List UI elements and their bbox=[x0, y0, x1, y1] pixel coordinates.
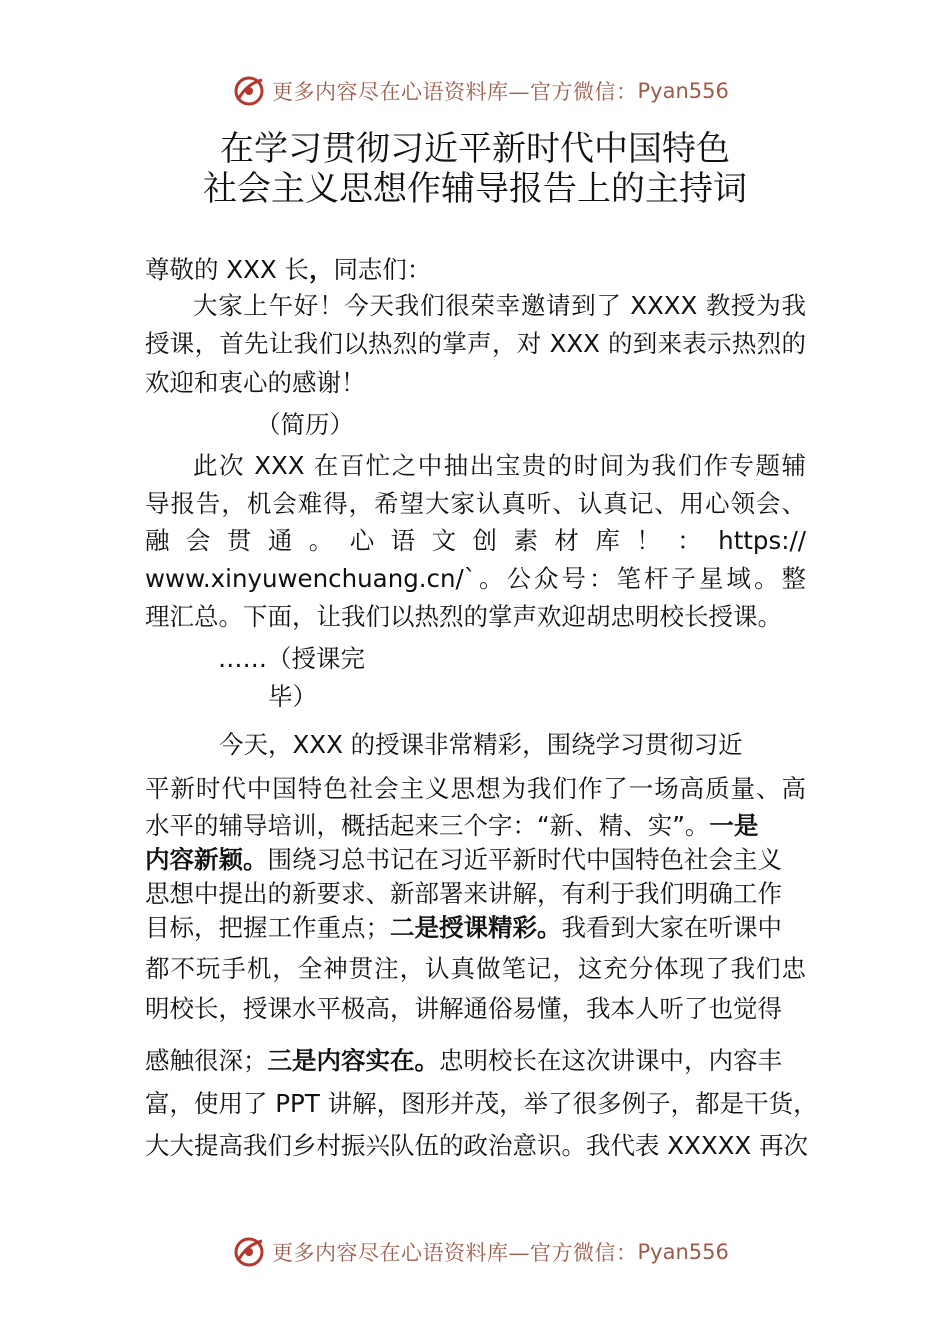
header-banner bbox=[232, 72, 752, 110]
paragraph-1-line-1: 大家上午好！今天我们很荣幸邀请到了 XXXX 教授为我 bbox=[193, 291, 806, 320]
document-title-line-2: 社会主义思想作辅导报告上的主持词 bbox=[203, 169, 747, 209]
paragraph-3-line-8: 明校长，授课水平极高，讲解通俗易懂，我本人听了也觉得 bbox=[145, 994, 782, 1023]
paragraph-2-line-2: 导报告，机会难得，希望大家认真听、认真记、用心领会、 bbox=[145, 489, 806, 518]
paragraph-3-line-5: 思想中提出的新要求、新部署来讲解，有利于我们明确工作 bbox=[145, 879, 782, 908]
banner-wechat-id: Pyan556 bbox=[637, 79, 729, 103]
brush-logo-icon bbox=[232, 1235, 266, 1269]
paragraph-1-line-3: 欢迎和衷心的感谢！ bbox=[145, 368, 366, 397]
banner-text: 更多内容尽在心语资料库—官方微信： bbox=[272, 80, 638, 104]
lecture-note-line-2: 毕） bbox=[268, 682, 317, 711]
banner-wechat-id: Pyan556 bbox=[637, 1240, 729, 1264]
paragraph-2-line-5: 理汇总。下面，让我们以热烈的掌声欢迎胡忠明校长授课。 bbox=[145, 602, 782, 631]
paragraph-3-line-11: 大大提高我们乡村振兴队伍的政治意识。我代表 XXXXX 再次 bbox=[145, 1131, 808, 1160]
paragraph-3-line-10: 富，使用了 PPT 讲解，图形并茂，举了很多例子，都是干货， bbox=[145, 1089, 818, 1118]
lecture-note-line-1: ……（授课完 bbox=[218, 644, 365, 673]
paragraph-3-line-1: 今天，XXX 的授课非常精彩，围绕学习贯彻习近 bbox=[219, 730, 743, 759]
paragraph-3-line-9: 感触很深；三是内容实在。忠明校长在这次讲课中，内容丰 bbox=[145, 1046, 782, 1075]
paragraph-1-line-2: 授课，首先让我们以热烈的掌声，对 XXX 的到来表示热烈的 bbox=[145, 329, 806, 358]
document-title-line-1: 在学习贯彻习近平新时代中国特色 bbox=[220, 129, 730, 169]
paragraph-2-line-1: 此次 XXX 在百忙之中抽出宝贵的时间为我们作专题辅 bbox=[193, 451, 806, 480]
footer-banner bbox=[232, 1233, 752, 1271]
paragraph-3-line-4: 内容新颖。围绕习总书记在习近平新时代中国特色社会主义 bbox=[145, 845, 782, 874]
paragraph-3-line-3: 水平的辅导培训，概括起来三个字：“新、精、实”。一是 bbox=[145, 811, 759, 840]
paragraph-3-line-6: 目标，把握工作重点；二是授课精彩。我看到大家在听课中 bbox=[145, 913, 782, 942]
paragraph-2-line-3: 融 会 贯 通 。 心 语 文 创 素 材 库 ！ ： https:// bbox=[145, 526, 806, 555]
paragraph-2-line-4: www.xinyuwenchuang.cn/`。公众号：笔杆子星域。整 bbox=[145, 564, 806, 593]
brush-logo-icon bbox=[232, 74, 266, 108]
salutation: 尊敬的 XXX 长，同志们： bbox=[145, 255, 432, 284]
resume-note: （简历） bbox=[256, 410, 354, 439]
paragraph-3-line-2: 平新时代中国特色社会主义思想为我们作了一场高质量、高 bbox=[145, 774, 806, 803]
banner-text: 更多内容尽在心语资料库—官方微信： bbox=[272, 1241, 638, 1265]
paragraph-3-line-7: 都不玩手机，全神贯注，认真做笔记，这充分体现了我们忠 bbox=[145, 954, 806, 983]
